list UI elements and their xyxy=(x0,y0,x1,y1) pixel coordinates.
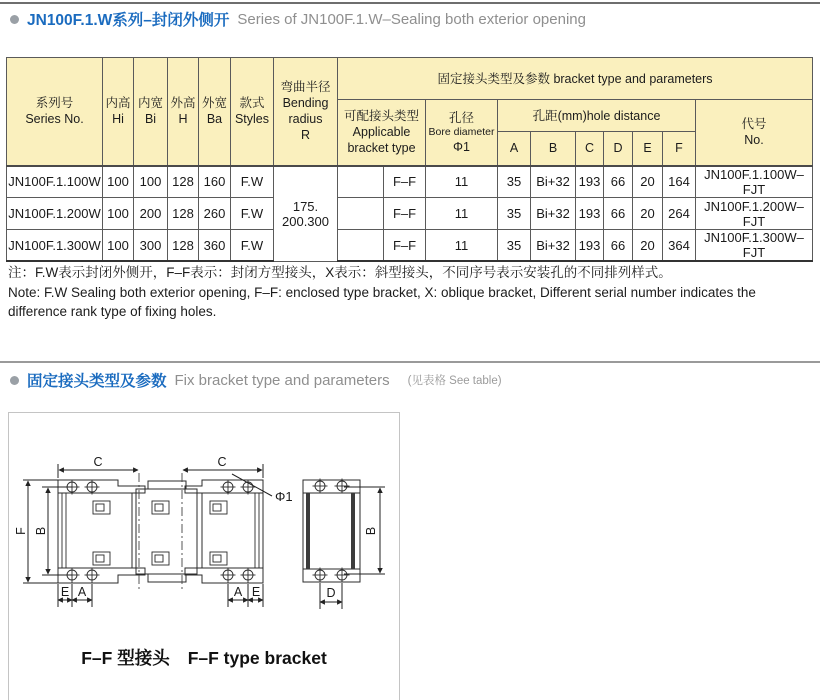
cell-bore: 11 xyxy=(426,230,498,262)
cell-series: JN100F.1.300W xyxy=(7,230,103,262)
cell-hi: 100 xyxy=(103,198,134,230)
cell-hi: 100 xyxy=(103,166,134,198)
cell-e: 20 xyxy=(633,198,663,230)
section2-title-zh: 固定接头类型及参数 xyxy=(27,373,167,390)
cell-bracket-type: F–F xyxy=(384,198,426,230)
cell-e: 20 xyxy=(633,230,663,262)
cell-series: JN100F.1.200W xyxy=(7,198,103,230)
dim-label-a-right: A xyxy=(233,585,243,599)
col-header-applicable-bracket: 可配接头类型 Applicable bracket type xyxy=(338,100,426,166)
col-header-styles: 款式 Styles xyxy=(231,58,274,166)
cell-a: 35 xyxy=(498,230,531,262)
cell-no: JN100F.1.300W–FJT xyxy=(696,230,813,262)
dim-label-b-right: B xyxy=(364,526,378,536)
col-header-f: F xyxy=(663,132,696,166)
table-notes xyxy=(8,263,814,322)
section-divider xyxy=(0,361,820,363)
dim-label-c-right: C xyxy=(217,455,227,469)
cell-h: 128 xyxy=(168,166,199,198)
cell-c: 193 xyxy=(576,166,604,198)
cell-b: Bi+32 xyxy=(531,198,576,230)
spec-table xyxy=(6,57,813,262)
section1-title-zh: JN100F.1.W系列–封闭外侧开 xyxy=(27,12,230,29)
cell-d: 66 xyxy=(604,230,633,262)
col-header-hi: 内高 Hi xyxy=(103,58,134,166)
side-view xyxy=(303,480,360,582)
col-header-ba: 外宽 Ba xyxy=(199,58,231,166)
cell-empty xyxy=(338,166,384,198)
cell-f: 164 xyxy=(663,166,696,198)
drawing-caption xyxy=(8,645,400,670)
dim-label-phi1: Φ1 xyxy=(275,489,293,504)
cell-bore: 11 xyxy=(426,198,498,230)
dim-label-e-left: E xyxy=(60,585,70,599)
col-header-series: 系列号 Series No. xyxy=(7,58,103,166)
cell-ba: 160 xyxy=(199,166,231,198)
cell-series: JN100F.1.100W xyxy=(7,166,103,198)
dim-label-f: F xyxy=(14,527,28,535)
group-header-hole-distance: 孔距(mm)hole distance xyxy=(498,100,696,132)
dim-label-a-left: A xyxy=(77,585,87,599)
top-divider xyxy=(0,2,820,4)
cell-b: Bi+32 xyxy=(531,230,576,262)
table-row xyxy=(7,166,813,198)
col-header-h: 外高 H xyxy=(168,58,199,166)
cell-e: 20 xyxy=(633,166,663,198)
dim-label-b-left: B xyxy=(34,526,48,536)
cell-empty xyxy=(338,230,384,262)
cell-empty xyxy=(338,198,384,230)
cell-a: 35 xyxy=(498,198,531,230)
cell-styles: F.W xyxy=(231,166,274,198)
bullet-icon xyxy=(10,15,19,24)
cell-bracket-type: F–F xyxy=(384,230,426,262)
col-header-e: E xyxy=(633,132,663,166)
cell-h: 128 xyxy=(168,230,199,262)
section2-title-en: Fix bracket type and parameters xyxy=(174,371,390,389)
col-header-b: B xyxy=(531,132,576,166)
cell-c: 193 xyxy=(576,198,604,230)
cell-h: 128 xyxy=(168,198,199,230)
cell-a: 35 xyxy=(498,166,531,198)
bullet-icon xyxy=(10,376,19,385)
cell-d: 66 xyxy=(604,166,633,198)
group-header-bracket-params: 固定接头类型及参数 bracket type and parameters xyxy=(338,58,813,100)
cell-ba: 260 xyxy=(199,198,231,230)
note-en: Note: F.W Sealing both exterior opening, F–F: enclosed type bracket, X: oblique bracket, Different serial number indicates the difference rank type of fixing holes. xyxy=(8,284,756,319)
cell-styles: F.W xyxy=(231,230,274,262)
section1-header xyxy=(10,8,586,30)
col-header-c: C xyxy=(576,132,604,166)
col-header-d: D xyxy=(604,132,633,166)
section2-aside: (见表格 See table) xyxy=(407,375,502,387)
cell-f: 364 xyxy=(663,230,696,262)
cell-no: JN100F.1.100W–FJT xyxy=(696,166,813,198)
left-bracket-half xyxy=(58,480,145,583)
dim-label-d: D xyxy=(326,586,336,600)
cell-bi: 100 xyxy=(134,166,168,198)
col-header-bore-diameter: 孔径 Bore diameter Φ1 xyxy=(426,100,498,166)
cell-bracket-type: F–F xyxy=(384,166,426,198)
caption-zh: F–F 型接头 xyxy=(81,648,170,668)
cell-bore: 11 xyxy=(426,166,498,198)
cell-f: 264 xyxy=(663,198,696,230)
cell-styles: F.W xyxy=(231,198,274,230)
cell-bi: 200 xyxy=(134,198,168,230)
cell-c: 193 xyxy=(576,230,604,262)
table-row xyxy=(7,230,813,262)
dim-label-e-right: E xyxy=(251,585,261,599)
col-header-a: A xyxy=(498,132,531,166)
cell-bending-radius: 175. 200.300 xyxy=(274,166,338,262)
section2-header xyxy=(10,369,502,391)
cell-bi: 300 xyxy=(134,230,168,262)
note-zh: 注：F.W表示封闭外侧开，F–F表示：封闭方型接头，X表示：斜型接头，不同序号表示安装孔的不同排列样式。 xyxy=(8,265,672,280)
col-header-no: 代号 No. xyxy=(696,100,813,166)
caption-en: F–F type bracket xyxy=(187,648,327,668)
cell-no: JN100F.1.200W–FJT xyxy=(696,198,813,230)
dim-label-c-left: C xyxy=(93,455,103,469)
cell-b: Bi+32 xyxy=(531,166,576,198)
table-row xyxy=(7,198,813,230)
middle-link xyxy=(136,481,197,582)
section1-title-en: Series of JN100F.1.W–Sealing both exterior opening xyxy=(237,10,586,28)
cell-d: 66 xyxy=(604,198,633,230)
col-header-bending-radius: 弯曲半径 Bending radius R xyxy=(274,58,338,166)
cell-ba: 360 xyxy=(199,230,231,262)
col-header-bi: 内宽 Bi xyxy=(134,58,168,166)
cell-hi: 100 xyxy=(103,230,134,262)
